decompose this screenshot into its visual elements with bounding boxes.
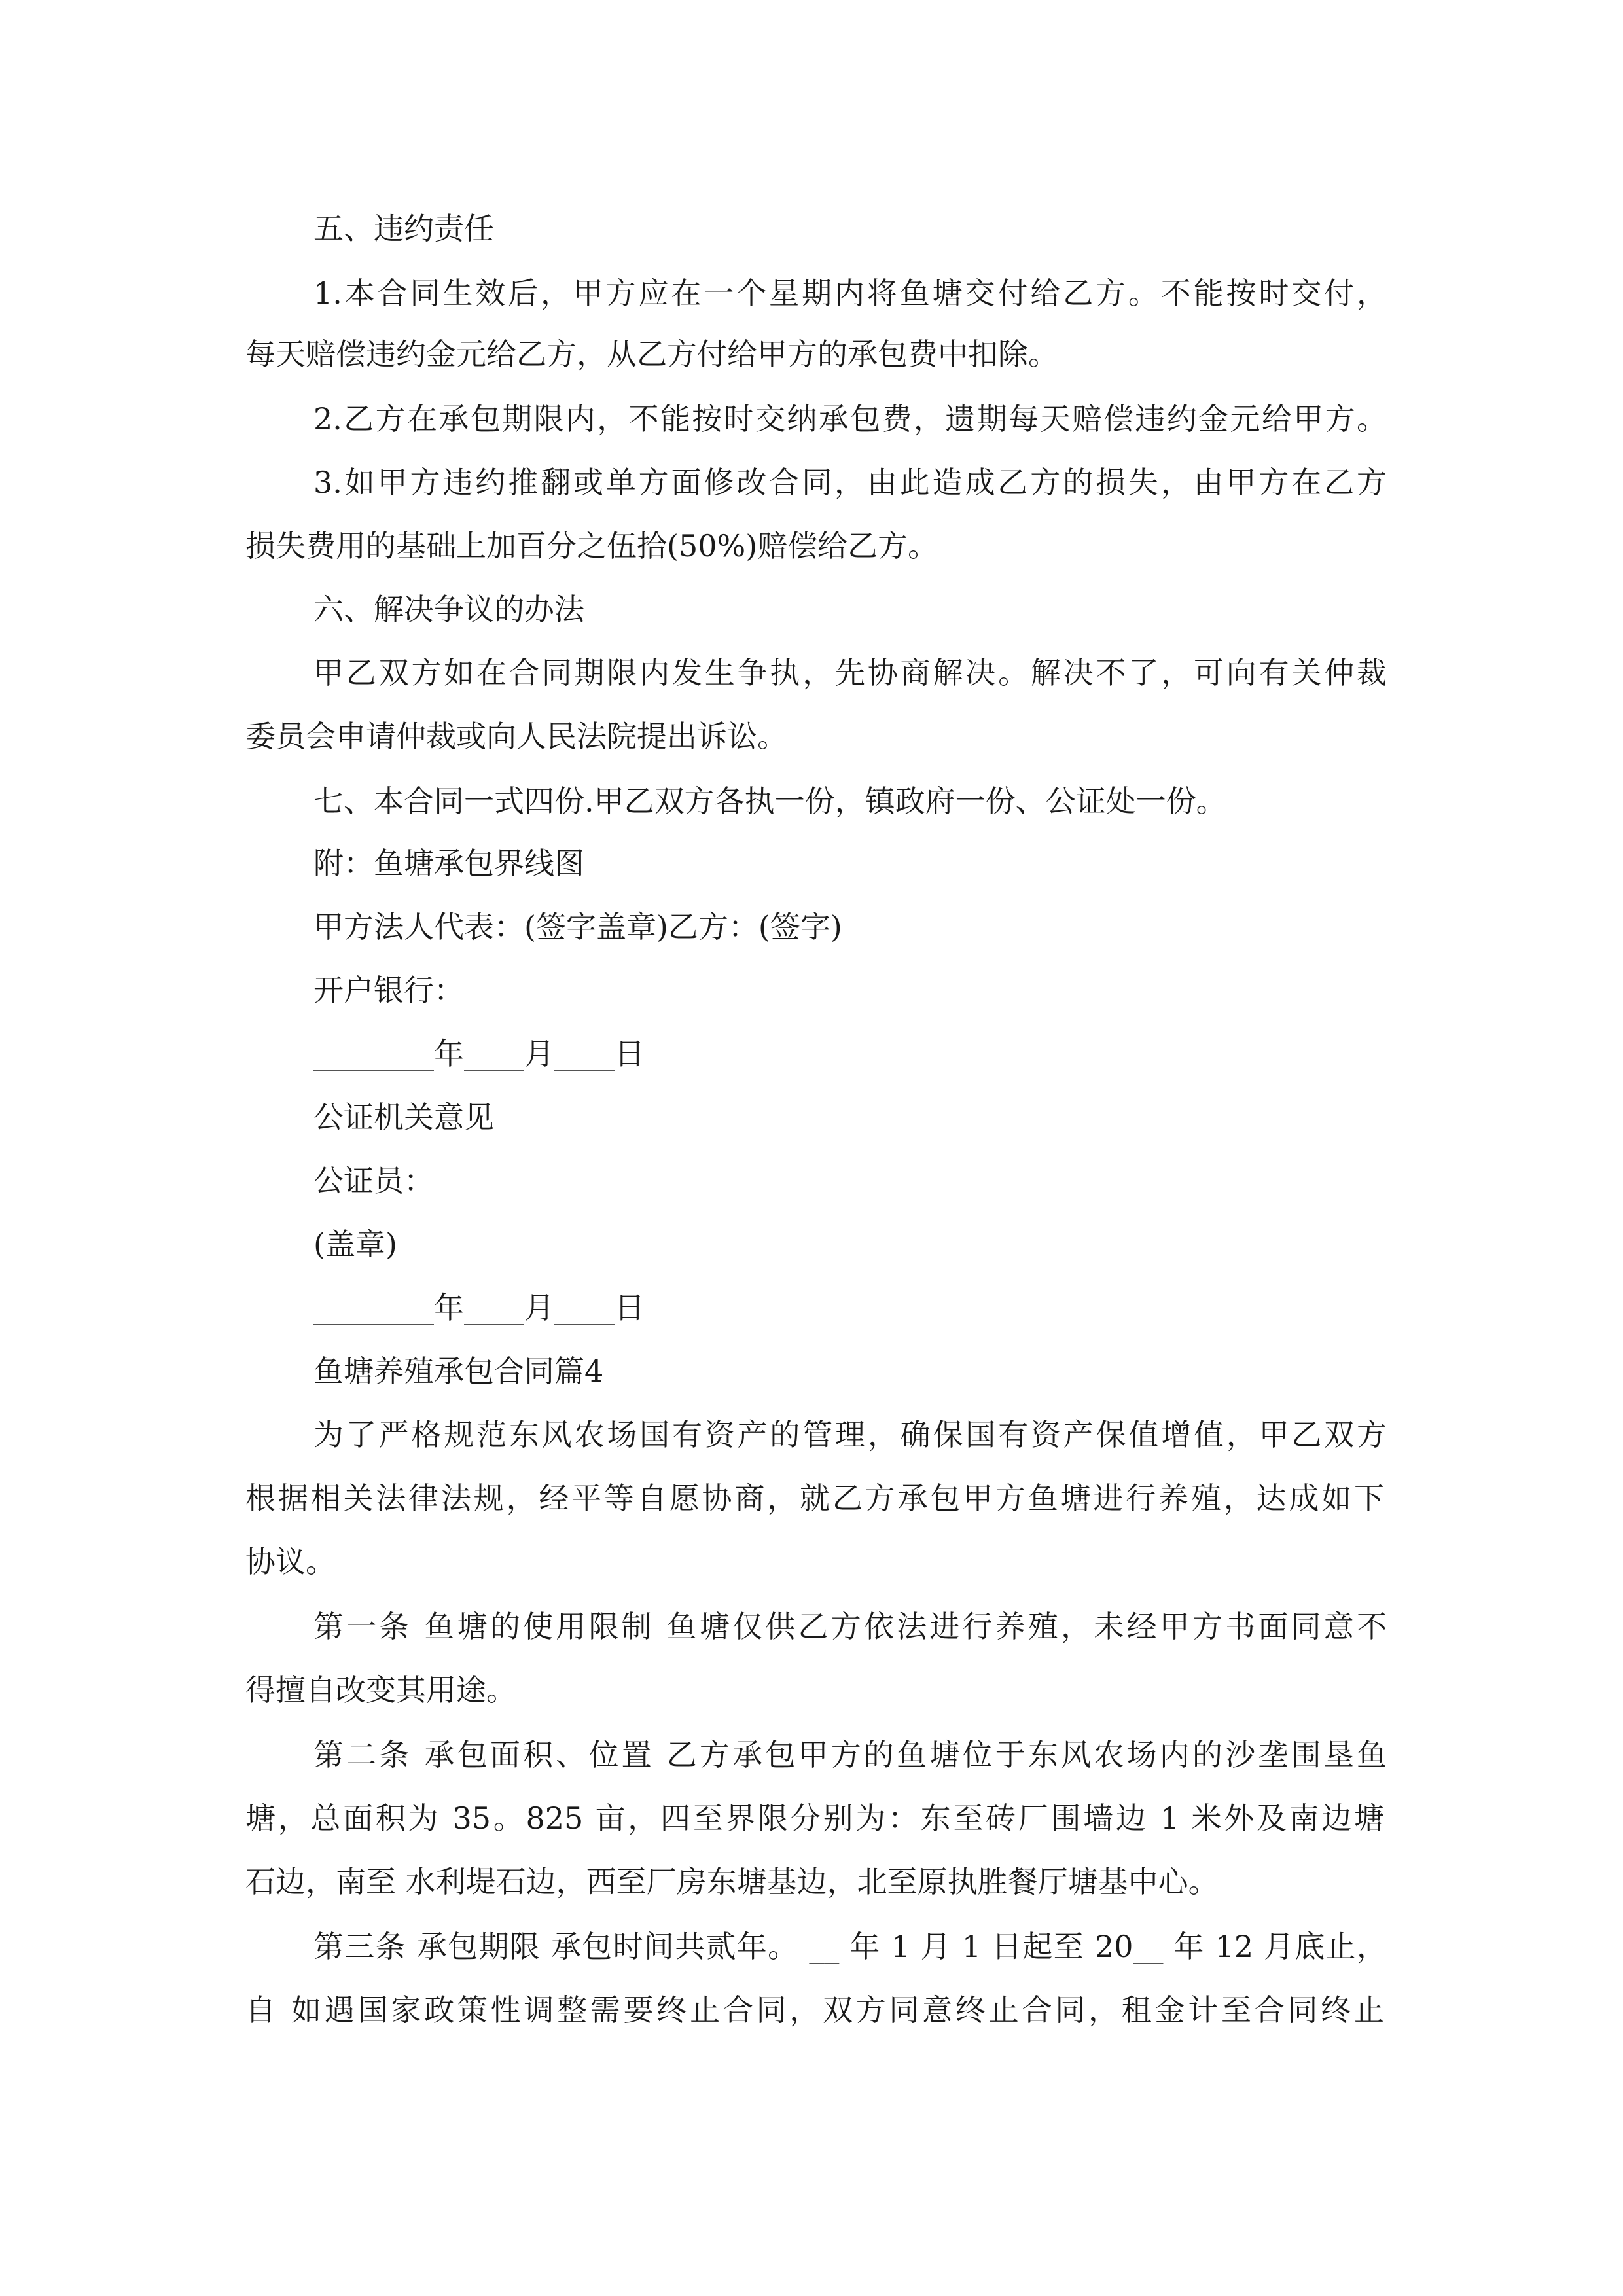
paragraph-line: 石边，南至 水利堤石边，西至厂房东塘基边，北至原执胜餐厅塘基中心。 [245,1864,1219,1899]
paragraph-line: 甲乙双方如在合同期限内发生争执，先协商解决。解决不了，可向有关仲裁 [313,655,1387,691]
seal-line: (盖章) [313,1227,397,1262]
section-heading-breach-liability: 五、违约责任 [313,211,494,246]
paragraph-line: 第三条 承包期限 承包时间共贰年。 __ 年 1 月 1 日起至 20__ 年 12 月底止， [313,1929,1387,1964]
paragraph-line: 1.本合同生效后，甲方应在一个星期内将鱼塘交付给乙方。不能按时交付， [313,276,1387,311]
paragraph-line: 委员会申请仲裁或向人民法院提出诉讼。 [245,719,787,754]
notary-line: 公证员： [313,1163,434,1198]
paragraph-line: 根据相关法律法规，经平等自愿协商，就乙方承包甲方鱼塘进行养殖，达成如下 [245,1480,1384,1516]
bank-line: 开户银行： [313,973,464,1008]
signature-line: 甲方法人代表：(签字盖章)乙方：(签字) [313,909,842,944]
attachment-line: 附：鱼塘承包界线图 [313,846,584,881]
paragraph-line: 每天赔偿违约金元给乙方，从乙方付给甲方的承包费中扣除。 [245,336,1058,372]
paragraph-line: 得擅自改变其用途。 [245,1672,516,1708]
paragraph-line: 2.乙方在承包期限内，不能按时交纳承包费，遗期每天赔偿违约金元给甲方。 [313,401,1387,437]
paragraph-line: 塘，总面积为 35。825 亩，四至界限分别为：东至砖厂围墙边 1 米外及南边塘 [245,1801,1384,1836]
date-line: ________年____月____日 [313,1290,645,1325]
paragraph-line: 第一条 鱼塘的使用限制 鱼塘仅供乙方依法进行养殖，未经甲方书面同意不 [313,1609,1387,1644]
section-heading-dispute-resolution: 六、解决争议的办法 [313,592,584,627]
article-title: 鱼塘养殖承包合同篇4 [313,1354,604,1389]
paragraph-line: 协议。 [245,1544,336,1579]
paragraph-line: 第二条 承包面积、位置 乙方承包甲方的鱼塘位于东风农场内的沙垄围垦鱼 [313,1737,1387,1772]
date-line: ________年____月____日 [313,1036,645,1071]
paragraph-line: 自 如遇国家政策性调整需要终止合同，双方同意终止合同，租金计至合同终止 [245,1992,1384,2028]
notary-opinion-line: 公证机关意见 [313,1100,494,1135]
paragraph-line: 为了严格规范东风农场国有资产的管理，确保国有资产保值增值，甲乙双方 [313,1417,1387,1452]
paragraph-line: 七、本合同一式四份.甲乙双方各执一份，镇政府一份、公证处一份。 [313,783,1226,819]
paragraph-line: 3.如甲方违约推翻或单方面修改合同，由此造成乙方的损失，由甲方在乙方 [313,465,1387,500]
paragraph-line: 损失费用的基础上加百分之伍拾(50%)赔偿给乙方。 [245,528,938,564]
